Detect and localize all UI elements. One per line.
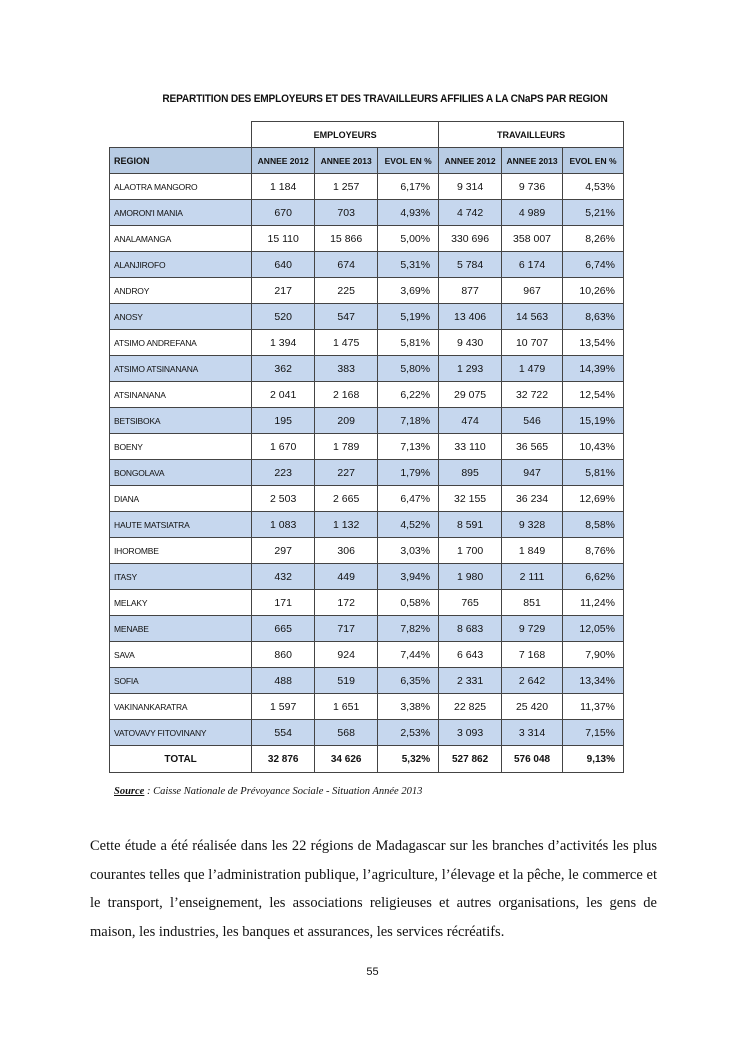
employeurs-evol: 6,17% xyxy=(378,174,439,200)
table-row xyxy=(110,356,624,382)
employeurs-2013: 1 475 xyxy=(315,330,378,356)
travailleurs-2012: 22 825 xyxy=(439,694,502,720)
travailleurs-2012: 5 784 xyxy=(439,252,502,278)
group-header-row xyxy=(110,122,624,148)
travailleurs-evol: 11,37% xyxy=(563,694,624,720)
travailleurs-evol: 4,53% xyxy=(563,174,624,200)
region-name: VAKINANKARATRA xyxy=(110,694,252,720)
travailleurs-evol: 8,26% xyxy=(563,226,624,252)
employeurs-evol: 7,82% xyxy=(378,616,439,642)
travailleurs-evol: 8,58% xyxy=(563,512,624,538)
source-note xyxy=(114,786,422,797)
employeurs-evol: 1,79% xyxy=(378,460,439,486)
total-travailleurs-2013: 576 048 xyxy=(502,746,563,773)
employeurs-evol: 3,03% xyxy=(378,538,439,564)
travailleurs-evol: 13,34% xyxy=(563,668,624,694)
employeurs-2013: 547 xyxy=(315,304,378,330)
table-row xyxy=(110,538,624,564)
travailleurs-evol: 12,05% xyxy=(563,616,624,642)
employeurs-2013: 1 651 xyxy=(315,694,378,720)
employeurs-2012: 2 041 xyxy=(252,382,315,408)
employeurs-2013: 703 xyxy=(315,200,378,226)
column-header-trav-2012: ANNEE 2012 xyxy=(439,148,502,174)
employeurs-2013: 674 xyxy=(315,252,378,278)
table-row xyxy=(110,720,624,746)
column-header-region: REGION xyxy=(110,148,252,174)
region-name: HAUTE MATSIATRA xyxy=(110,512,252,538)
region-name: ANDROY xyxy=(110,278,252,304)
travailleurs-2013: 14 563 xyxy=(502,304,563,330)
employeurs-2012: 171 xyxy=(252,590,315,616)
region-name: BONGOLAVA xyxy=(110,460,252,486)
region-name: DIANA xyxy=(110,486,252,512)
employeurs-2013: 225 xyxy=(315,278,378,304)
travailleurs-2012: 32 155 xyxy=(439,486,502,512)
table-row xyxy=(110,616,624,642)
travailleurs-evol: 15,19% xyxy=(563,408,624,434)
employeurs-evol: 5,80% xyxy=(378,356,439,382)
travailleurs-evol: 12,69% xyxy=(563,486,624,512)
table-row xyxy=(110,486,624,512)
regional-affiliation-table xyxy=(109,121,624,773)
employeurs-2012: 554 xyxy=(252,720,315,746)
employeurs-2012: 2 503 xyxy=(252,486,315,512)
table-row xyxy=(110,174,624,200)
employeurs-2012: 670 xyxy=(252,200,315,226)
travailleurs-2013: 1 849 xyxy=(502,538,563,564)
employeurs-evol: 0,58% xyxy=(378,590,439,616)
employeurs-2012: 432 xyxy=(252,564,315,590)
table-row xyxy=(110,694,624,720)
employeurs-2013: 172 xyxy=(315,590,378,616)
region-name: ANALAMANGA xyxy=(110,226,252,252)
table-row xyxy=(110,408,624,434)
employeurs-2012: 1 083 xyxy=(252,512,315,538)
travailleurs-2012: 9 430 xyxy=(439,330,502,356)
travailleurs-2013: 10 707 xyxy=(502,330,563,356)
employeurs-2013: 306 xyxy=(315,538,378,564)
employeurs-2012: 488 xyxy=(252,668,315,694)
employeurs-2013: 519 xyxy=(315,668,378,694)
table-row xyxy=(110,330,624,356)
employeurs-evol: 7,13% xyxy=(378,434,439,460)
travailleurs-evol: 8,76% xyxy=(563,538,624,564)
total-row xyxy=(110,746,624,773)
travailleurs-2012: 765 xyxy=(439,590,502,616)
travailleurs-2012: 33 110 xyxy=(439,434,502,460)
travailleurs-2013: 32 722 xyxy=(502,382,563,408)
travailleurs-2013: 967 xyxy=(502,278,563,304)
travailleurs-2013: 851 xyxy=(502,590,563,616)
travailleurs-evol: 8,63% xyxy=(563,304,624,330)
travailleurs-evol: 13,54% xyxy=(563,330,624,356)
employeurs-2012: 362 xyxy=(252,356,315,382)
travailleurs-2013: 9 736 xyxy=(502,174,563,200)
source-text: : Caisse Nationale de Prévoyance Sociale - Situation Année 2013 xyxy=(144,786,423,797)
travailleurs-2012: 877 xyxy=(439,278,502,304)
region-name: ATSINANANA xyxy=(110,382,252,408)
travailleurs-evol: 10,26% xyxy=(563,278,624,304)
table-title: REPARTITION DES EMPLOYEURS ET DES TRAVAILLEURS AFFILIES A LA CNaPS PAR REGION xyxy=(162,93,608,105)
travailleurs-2013: 6 174 xyxy=(502,252,563,278)
region-name: ANOSY xyxy=(110,304,252,330)
employeurs-evol: 3,69% xyxy=(378,278,439,304)
travailleurs-2012: 8 683 xyxy=(439,616,502,642)
column-header-emp-2013: ANNEE 2013 xyxy=(315,148,378,174)
blank-corner xyxy=(110,122,252,148)
total-travailleurs-evol: 9,13% xyxy=(563,746,624,773)
employeurs-evol: 5,31% xyxy=(378,252,439,278)
table-row xyxy=(110,460,624,486)
table-row xyxy=(110,642,624,668)
employeurs-2012: 860 xyxy=(252,642,315,668)
employeurs-2013: 383 xyxy=(315,356,378,382)
travailleurs-evol: 11,24% xyxy=(563,590,624,616)
travailleurs-2012: 895 xyxy=(439,460,502,486)
travailleurs-2013: 25 420 xyxy=(502,694,563,720)
travailleurs-2012: 330 696 xyxy=(439,226,502,252)
employeurs-2012: 297 xyxy=(252,538,315,564)
region-name: SAVA xyxy=(110,642,252,668)
travailleurs-2013: 36 565 xyxy=(502,434,563,460)
column-header-trav-evol: EVOL EN % xyxy=(563,148,624,174)
travailleurs-2013: 546 xyxy=(502,408,563,434)
employeurs-evol: 6,35% xyxy=(378,668,439,694)
employeurs-2013: 209 xyxy=(315,408,378,434)
travailleurs-evol: 7,90% xyxy=(563,642,624,668)
travailleurs-evol: 10,43% xyxy=(563,434,624,460)
employeurs-2012: 217 xyxy=(252,278,315,304)
travailleurs-2013: 2 111 xyxy=(502,564,563,590)
travailleurs-2013: 1 479 xyxy=(502,356,563,382)
table-row xyxy=(110,252,624,278)
travailleurs-2012: 474 xyxy=(439,408,502,434)
employeurs-2013: 924 xyxy=(315,642,378,668)
total-employeurs-evol: 5,32% xyxy=(378,746,439,773)
employeurs-2013: 449 xyxy=(315,564,378,590)
column-header-emp-evol: EVOL EN % xyxy=(378,148,439,174)
travailleurs-2013: 358 007 xyxy=(502,226,563,252)
total-travailleurs-2012: 527 862 xyxy=(439,746,502,773)
total-employeurs-2012: 32 876 xyxy=(252,746,315,773)
employeurs-evol: 5,00% xyxy=(378,226,439,252)
total-label: TOTAL xyxy=(110,746,252,773)
table-row xyxy=(110,226,624,252)
employeurs-2013: 15 866 xyxy=(315,226,378,252)
travailleurs-2012: 3 093 xyxy=(439,720,502,746)
region-name: AMORON'I MANIA xyxy=(110,200,252,226)
group-header-travailleurs: TRAVAILLEURS xyxy=(439,122,624,148)
source-label: Source xyxy=(114,786,145,797)
travailleurs-2012: 13 406 xyxy=(439,304,502,330)
travailleurs-2013: 9 729 xyxy=(502,616,563,642)
travailleurs-evol: 5,21% xyxy=(563,200,624,226)
table-row xyxy=(110,278,624,304)
region-name: MENABE xyxy=(110,616,252,642)
employeurs-evol: 5,81% xyxy=(378,330,439,356)
employeurs-2013: 1 132 xyxy=(315,512,378,538)
travailleurs-evol: 5,81% xyxy=(563,460,624,486)
travailleurs-evol: 6,62% xyxy=(563,564,624,590)
employeurs-evol: 3,38% xyxy=(378,694,439,720)
employeurs-2012: 195 xyxy=(252,408,315,434)
total-employeurs-2013: 34 626 xyxy=(315,746,378,773)
travailleurs-2012: 4 742 xyxy=(439,200,502,226)
region-name: ATSIMO ANDREFANA xyxy=(110,330,252,356)
employeurs-2013: 227 xyxy=(315,460,378,486)
travailleurs-2012: 2 331 xyxy=(439,668,502,694)
travailleurs-2012: 1 980 xyxy=(439,564,502,590)
employeurs-2012: 1 597 xyxy=(252,694,315,720)
group-header-employeurs: EMPLOYEURS xyxy=(252,122,439,148)
region-name: ATSIMO ATSINANANA xyxy=(110,356,252,382)
travailleurs-evol: 7,15% xyxy=(563,720,624,746)
employeurs-2012: 15 110 xyxy=(252,226,315,252)
travailleurs-2013: 4 989 xyxy=(502,200,563,226)
region-name: VATOVAVY FITOVINANY xyxy=(110,720,252,746)
table-row xyxy=(110,668,624,694)
table-row xyxy=(110,434,624,460)
employeurs-2012: 223 xyxy=(252,460,315,486)
employeurs-2012: 1 670 xyxy=(252,434,315,460)
region-name: BETSIBOKA xyxy=(110,408,252,434)
employeurs-2012: 1 184 xyxy=(252,174,315,200)
travailleurs-2013: 36 234 xyxy=(502,486,563,512)
region-name: BOENY xyxy=(110,434,252,460)
column-header-emp-2012: ANNEE 2012 xyxy=(252,148,315,174)
travailleurs-evol: 6,74% xyxy=(563,252,624,278)
employeurs-2013: 1 789 xyxy=(315,434,378,460)
column-header-row xyxy=(110,148,624,174)
travailleurs-2013: 947 xyxy=(502,460,563,486)
travailleurs-2013: 2 642 xyxy=(502,668,563,694)
employeurs-evol: 7,18% xyxy=(378,408,439,434)
employeurs-evol: 7,44% xyxy=(378,642,439,668)
travailleurs-2012: 9 314 xyxy=(439,174,502,200)
travailleurs-evol: 14,39% xyxy=(563,356,624,382)
table-row xyxy=(110,512,624,538)
table-row xyxy=(110,382,624,408)
region-name: ALAOTRA MANGORO xyxy=(110,174,252,200)
travailleurs-2012: 1 293 xyxy=(439,356,502,382)
page-number: 55 xyxy=(366,966,379,978)
column-header-trav-2013: ANNEE 2013 xyxy=(502,148,563,174)
employeurs-evol: 5,19% xyxy=(378,304,439,330)
employeurs-2013: 717 xyxy=(315,616,378,642)
employeurs-2012: 665 xyxy=(252,616,315,642)
table-row xyxy=(110,590,624,616)
employeurs-2013: 568 xyxy=(315,720,378,746)
travailleurs-2013: 3 314 xyxy=(502,720,563,746)
table-row xyxy=(110,564,624,590)
travailleurs-2013: 9 328 xyxy=(502,512,563,538)
region-name: MELAKY xyxy=(110,590,252,616)
region-name: ALANJIROFO xyxy=(110,252,252,278)
travailleurs-evol: 12,54% xyxy=(563,382,624,408)
employeurs-evol: 4,52% xyxy=(378,512,439,538)
employeurs-2013: 1 257 xyxy=(315,174,378,200)
body-paragraph: Cette étude a été réalisée dans les 22 régions de Madagascar sur les branches d’activités les plus courantes telles que l’administration publique, l’agriculture, l’élevage et la pêche, le commerce et le transport, l’enseignement, les associations religieuses et autres organisations, les gens de maison, les industries, les banques et assurances, les services récréatifs. xyxy=(90,838,657,940)
employeurs-evol: 2,53% xyxy=(378,720,439,746)
region-name: SOFIA xyxy=(110,668,252,694)
employeurs-2012: 640 xyxy=(252,252,315,278)
travailleurs-2012: 1 700 xyxy=(439,538,502,564)
employeurs-2013: 2 665 xyxy=(315,486,378,512)
table-row xyxy=(110,304,624,330)
travailleurs-2012: 29 075 xyxy=(439,382,502,408)
employeurs-evol: 3,94% xyxy=(378,564,439,590)
table-body xyxy=(110,174,624,773)
employeurs-evol: 4,93% xyxy=(378,200,439,226)
employeurs-evol: 6,47% xyxy=(378,486,439,512)
travailleurs-2013: 7 168 xyxy=(502,642,563,668)
table-row xyxy=(110,200,624,226)
employeurs-2013: 2 168 xyxy=(315,382,378,408)
employeurs-evol: 6,22% xyxy=(378,382,439,408)
region-name: ITASY xyxy=(110,564,252,590)
employeurs-2012: 520 xyxy=(252,304,315,330)
travailleurs-2012: 8 591 xyxy=(439,512,502,538)
travailleurs-2012: 6 643 xyxy=(439,642,502,668)
region-name: IHOROMBE xyxy=(110,538,252,564)
employeurs-2012: 1 394 xyxy=(252,330,315,356)
